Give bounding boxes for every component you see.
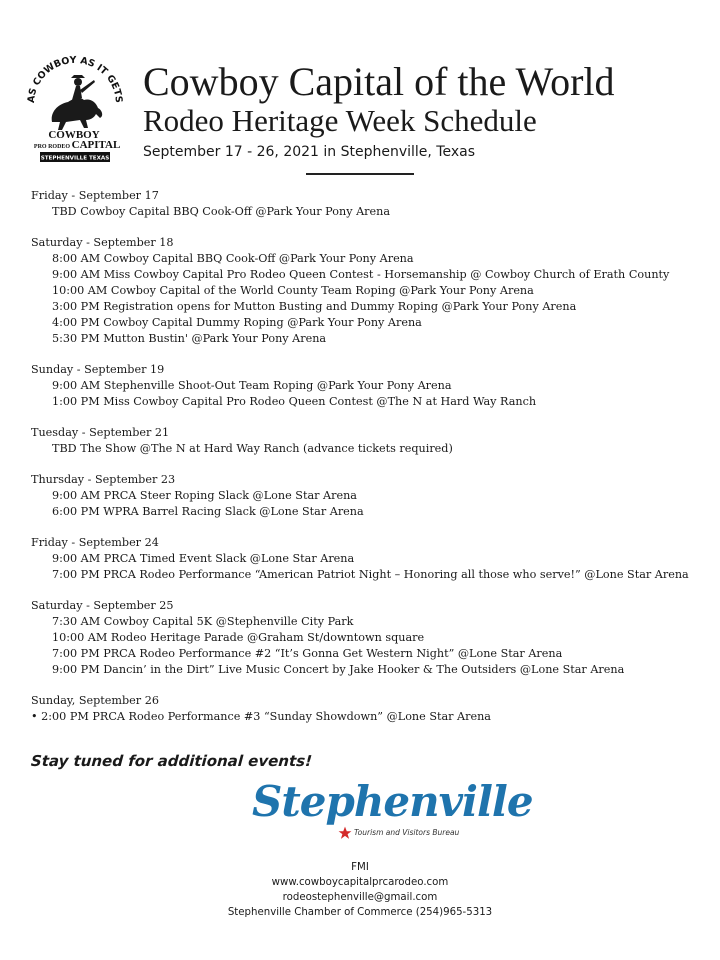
- email-link[interactable]: rodeostephenville@gmail.com: [282, 892, 438, 903]
- contact-info: [0, 860, 720, 920]
- logo-name-line1: COWBOY: [48, 129, 100, 141]
- day-heading: Friday - September 17: [31, 189, 159, 202]
- schedule-day-fri-24: [31, 535, 711, 583]
- star-icon: [338, 826, 352, 840]
- event-item: 8:00 AM Cowboy Capital BBQ Cook-Off @Park Your Pony Arena: [52, 252, 414, 265]
- event-item: 9:00 AM PRCA Timed Event Slack @Lone Star Arena: [52, 552, 355, 565]
- event-item: 1:00 PM Miss Cowboy Capital Pro Rodeo Queen Contest @The N at Hard Way Ranch: [52, 395, 537, 408]
- event-item: TBD The Show @The N at Hard Way Ranch (advance tickets required): [52, 442, 453, 455]
- fmi-label: FMI: [351, 862, 369, 873]
- day-heading: Sunday - September 19: [31, 363, 165, 376]
- event-item: 7:30 AM Cowboy Capital 5K @Stephenville City Park: [52, 615, 354, 628]
- day-heading: Friday - September 24: [31, 536, 159, 549]
- event-item: 9:00 AM PRCA Steer Roping Slack @Lone Star Arena: [52, 489, 357, 502]
- title-divider: [306, 173, 414, 175]
- schedule-day-thu-23: [31, 472, 711, 520]
- event-item: 7:00 PM PRCA Rodeo Performance “American Patriot Night – Honoring all those who serve!” @Lone Star Arena: [52, 568, 689, 581]
- logo-name-line2: PRO RODEO: [33, 144, 71, 150]
- schedule-day-sat-25: [31, 598, 711, 678]
- event-item: 4:00 PM Cowboy Capital Dummy Roping @Park Your Pony Arena: [52, 316, 422, 329]
- event-item: 3:00 PM Registration opens for Mutton Busting and Dummy Roping @Park Your Pony Arena: [52, 300, 577, 313]
- event-item: 5:30 PM Mutton Bustin' @Park Your Pony Arena: [52, 332, 327, 345]
- day-heading: Saturday - September 25: [31, 599, 174, 612]
- event-item: 9:00 AM Stephenville Shoot-Out Team Roping @Park Your Pony Arena: [52, 379, 452, 392]
- schedule-day-fri-17: [31, 188, 711, 220]
- event-item: 10:00 AM Rodeo Heritage Parade @Graham St/downtown square: [52, 631, 425, 644]
- schedule-day-tue-21: [31, 425, 711, 457]
- event-item: TBD Cowboy Capital BBQ Cook-Off @Park Your Pony Arena: [52, 205, 390, 218]
- day-heading: Tuesday - September 21: [31, 426, 170, 439]
- logo-arc-text: AS COWBOY AS IT GETS: [25, 54, 125, 104]
- schedule-day-sat-18: [31, 235, 711, 347]
- event-item: 9:00 PM Dancin’ in the Dirt” Live Music Concert by Jake Hooker & The Outsiders @Lone Star Arena: [52, 663, 625, 676]
- event-dates: September 17 - 26, 2021 in Stephenville, Texas: [143, 144, 476, 160]
- day-heading: Saturday - September 18: [31, 236, 174, 249]
- event-item: 6:00 PM WPRA Barrel Racing Slack @Lone Star Arena: [52, 505, 364, 518]
- day-heading: Thursday - September 23: [31, 473, 176, 486]
- event-item: 9:00 AM Miss Cowboy Capital Pro Rodeo Queen Contest - Horsemanship @ Cowboy Church of Erath County: [52, 268, 670, 281]
- stephenville-brand-logo: [250, 776, 533, 848]
- event-item: 10:00 AM Cowboy Capital of the World County Team Roping @Park Your Pony Arena: [52, 284, 534, 297]
- stay-tuned-note: Stay tuned for additional events!: [30, 752, 313, 770]
- page-subtitle: Rodeo Heritage Week Schedule: [143, 103, 537, 138]
- event-item: 7:00 PM PRCA Rodeo Performance #2 “It’s Gonna Get Western Night” @Lone Star Arena: [52, 647, 563, 660]
- page-title: Cowboy Capital of the World: [143, 59, 615, 104]
- chamber-contact: Stephenville Chamber of Commerce (254)965-5313: [227, 907, 493, 918]
- day-heading: Sunday, September 26: [31, 694, 159, 707]
- rodeo-logo: [22, 52, 128, 164]
- brand-name: Stephenville: [252, 777, 533, 826]
- brand-tagline: Tourism and Visitors Bureau: [354, 828, 460, 837]
- logo-banner: STEPHENVILLE TEXAS: [40, 155, 110, 162]
- website-link[interactable]: www.cowboycapitalprcarodeo.com: [271, 877, 449, 888]
- logo-name-line3: CAPITAL: [71, 139, 121, 151]
- bucking-bronc-icon: [22, 52, 128, 164]
- schedule-day-sun-26: [31, 693, 711, 725]
- schedule: [31, 188, 711, 740]
- schedule-day-sun-19: [31, 362, 711, 410]
- event-item: • 2:00 PM PRCA Rodeo Performance #3 “Sunday Showdown” @Lone Star Arena: [31, 710, 491, 723]
